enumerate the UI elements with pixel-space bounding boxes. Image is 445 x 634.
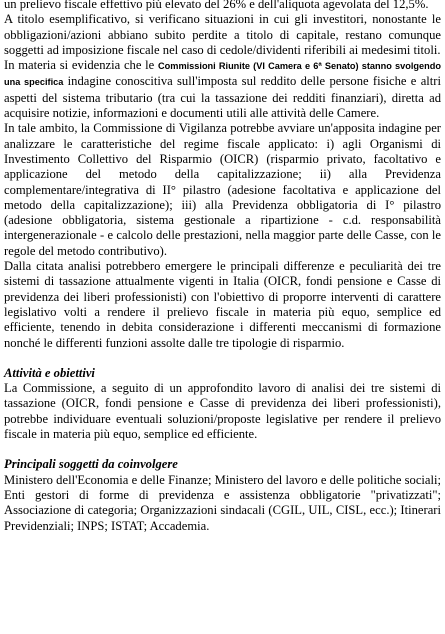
paragraph-example: A titolo esemplificativo, si verificano situazioni in cui gli investitori, nonostante le obbligazioni/azioni abbiano subito perdite a titolo di capitale, restano comunque soggetti ad imposizione fiscale nel caso di cedole/dividenti riferibili ai medesimi titoli.	[4, 12, 441, 57]
paragraph-commissions	[4, 58, 441, 121]
paragraph-activities: La Commissione, a seguito di un approfondito lavoro di analisi dei tre sistemi di tassazione (OICR, fondi pensione e Casse di previdenza dei liberi professionisti), potrebbe individuare eventuali soluzioni/proposte legislative per rendere il prelievo fiscale in materia più equo, semplice ed efficiente.	[4, 381, 441, 442]
heading-subjects: Principali soggetti da coinvolgere	[4, 457, 178, 472]
paragraph-tax-rate: un prelievo fiscale effettivo più elevato del 26% e dell'aliquota agevolata del 12,5%.	[4, 0, 429, 11]
commissions-tail-text: indagine conoscitiva sull'imposta sul reddito delle persone fisiche e altri aspetti del sistema tributario (tra cui la tassazione dei redditi finanziari), diretta ad acquisire notizie, informazioni e documenti utili alle attività delle Camere.	[4, 74, 441, 121]
paragraph-subjects: Ministero dell'Economia e delle Finanze; Ministero del lavoro e delle politiche sociali; Enti gestori di forme di previdenza e assistenza obbligatorie "privatizzati"; Associazione di categoria; Organizzazioni sindacali (CGIL, UIL, CISL, ecc.); Itinerari Previdenziali; INPS; ISTAT; Accademia.	[4, 472, 441, 533]
paragraph-inquiry: In tale ambito, la Commissione di Vigilanza potrebbe avviare un'apposita indagine per analizzare le caratteristiche del regime fiscale applicato: i) agli Organismi di Investimento Collettivo del Risparmio (OICR) (risparmio privato, facoltativo e applicazione del metodo della capitalizzazione; ii) alla Previdenza complementare/integrativa di II° pilastro (adesione facoltativa e applicazione del metodo della capitalizzazione); iii) alla Previdenza obbligatoria di I° pilastro (adesione obbligatoria, sistema gestionale a ripartizione - c.d. responsabilità intergenerazionale - e calcolo delle prestazioni, nella maggior parte delle Casse, con le regole del metodo contributivo).	[4, 121, 441, 258]
commissions-lead-text: In materia si evidenzia che le	[4, 58, 159, 73]
document-page	[4, 0, 441, 534]
paragraph-analysis: Dalla citata analisi potrebbero emergere le principali differenze e peculiarità dei tre sistemi di tassazione attualmente vigenti in Italia (OICR, fondi pensione e Casse di previdenza dei liberi professionisti) con l'obiettivo di proporre interventi di carattere legislativo volti a rendere il prelievo fiscale in materia più equo, semplice ed efficiente, tenendo in debita considerazione i differenti meccanismi di formazione nonché le differenti funzioni assolte dalle tre tipologie di risparmio.	[4, 259, 441, 350]
commissions-name-text: Commissioni Riunite (VI Camera e 6ª Senato) stanno svolgendo una specifica	[4, 61, 441, 88]
heading-activities: Attività e obiettivi	[4, 365, 95, 380]
